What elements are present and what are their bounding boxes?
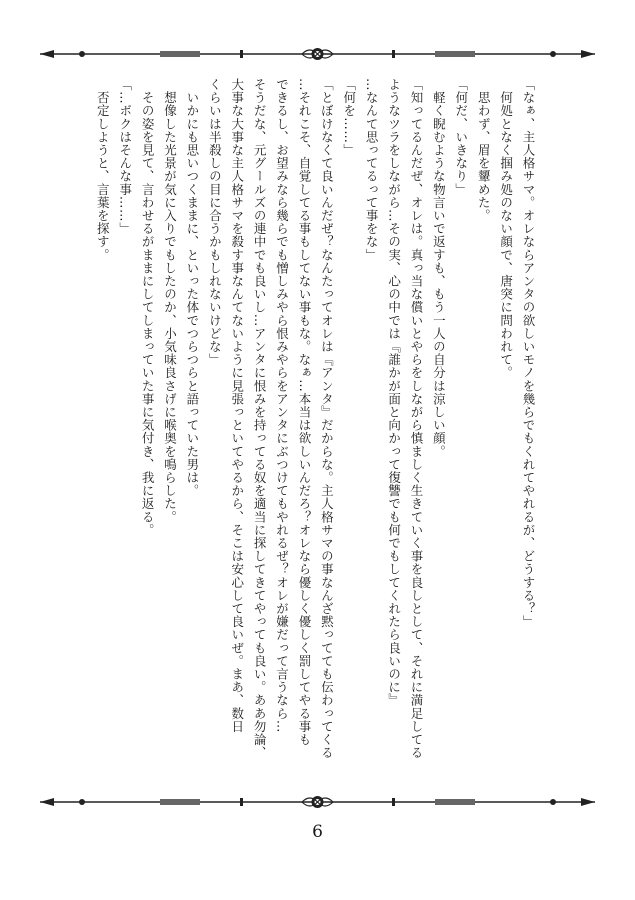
text-line: 何処となく掴み処のない顔で、唐突に問われて。 xyxy=(498,78,514,380)
text-line: 「何だ、いきなり」 xyxy=(453,78,469,196)
text-line: …それこそ、自覚してる事もしてない事もな。なぁ…本当は欲しいんだろ？オレなら優しく優しく罰してやる事も xyxy=(296,78,312,747)
text-line: 軽く睨むような物言いで返すも、もう一人の自分は涼しい顔。 xyxy=(431,78,447,458)
text-line: 「何を……」 xyxy=(341,78,357,157)
ornament-icon xyxy=(40,44,595,64)
page-number: 6 xyxy=(312,822,323,842)
text-line: 想像した光景が気に入りでもしたのか、小気味良さげに喉奥を鳴らした。 xyxy=(162,78,178,524)
text-line: ようなツラをしながら…その実、心の中では『誰かが面と向かって復讐でも何でもしてくれたら良いのに』 xyxy=(386,78,402,707)
text-line: …なんて思ってるって事をな」 xyxy=(364,78,380,262)
text-line: くらいは半殺しの目に合うかもしれないけどな」 xyxy=(207,78,223,367)
text-line: 否定しようと、言葉を探す。 xyxy=(95,78,111,262)
vertical-body-text xyxy=(91,78,539,778)
text-line: いかにも思いつくままに、といった体でつらつらと語っていた男は。 xyxy=(184,78,200,498)
text-line: そうだな、元グールズの連中でも良いし…アンタに恨みを持ってる奴を適当に探してきてやっても良い。ああ勿論、 xyxy=(252,78,268,760)
bottom-ornament-divider xyxy=(40,792,595,812)
text-line: 「とぼけなくて良いんだぜ？なんたってオレは『アンタ』だからな。主人格サマの事なんざ黙ってても伝わってくる xyxy=(319,78,335,760)
text-line: できるし、お望みなら幾らでも憎しみやら恨みやらをアンタにぶつけてもやれるぜ？オレが嫌だって言うなら… xyxy=(274,78,290,733)
text-line: 「…ボクはそんな事……」 xyxy=(117,78,133,236)
text-line: 思わず、眉を顰めた。 xyxy=(476,78,492,223)
text-line: 「なぁ、主人格サマ。オレならアンタの欲しいモノを幾らでもくれてやれるが、どうする？」 xyxy=(521,78,536,629)
text-line: 大事な大事な主人格サマを殺す事なんてないように見張っといてやるから、そこは安心して良いぜ。まあ、数日 xyxy=(229,78,245,733)
top-ornament-divider xyxy=(40,44,595,64)
text-line: その姿を見て、言わせるがままにしてしまっていた事に気付き、我に返る。 xyxy=(140,78,156,537)
ornament-icon xyxy=(40,792,595,812)
text-line: 「知ってるんだぜ、オレは。真っ当な償いとやらをしながら慎ましく生きていく事を良しとして、それに満足してる xyxy=(408,78,424,760)
